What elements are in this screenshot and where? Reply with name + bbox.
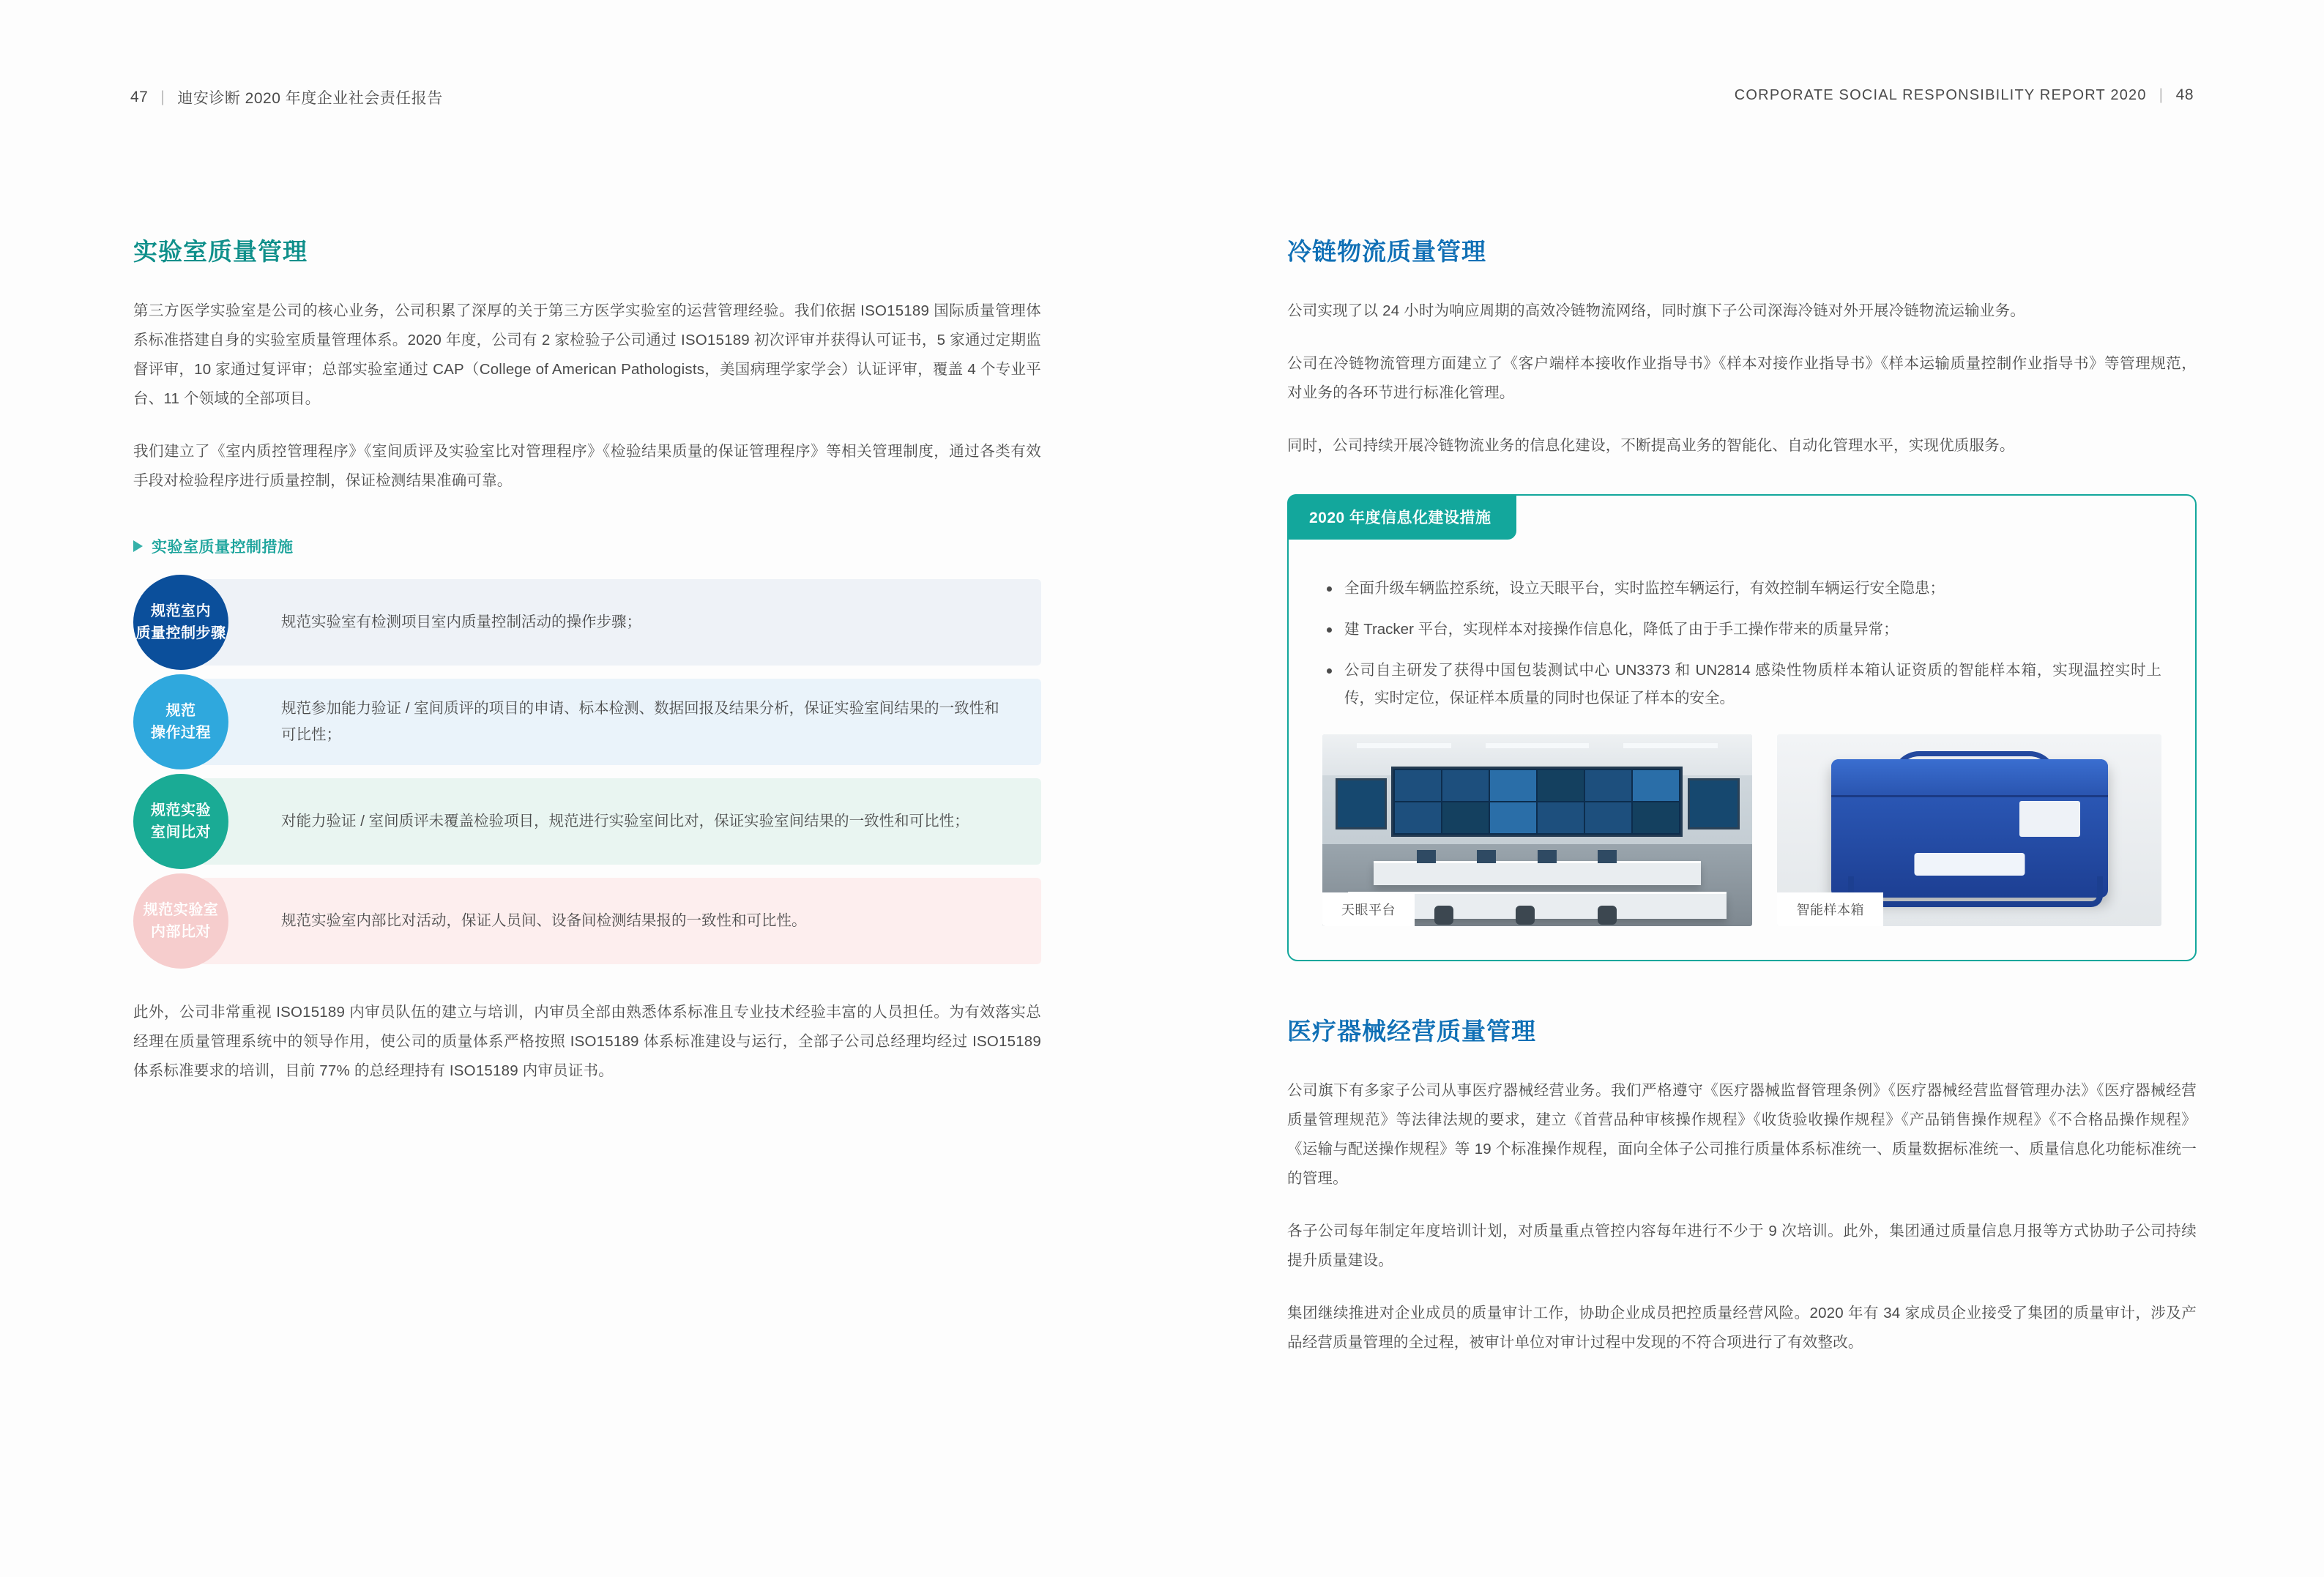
info-box-bullet: 全面升级车辆监控系统，设立天眼平台，实时监控车辆运行，有效控制车辆运行安全隐患； <box>1322 575 2161 603</box>
measure-badge-line2: 室间比对 <box>151 824 211 840</box>
measure-item <box>133 878 1041 964</box>
lab-measures-subhead-label: 实验室质量控制措施 <box>152 539 294 556</box>
measure-band <box>201 679 1041 765</box>
info-box-tab-label: 2020 年度信息化建设措施 <box>1287 494 1516 540</box>
info-box-bullet: 建 Tracker 平台，实现样本对接操作信息化，降低了由于手工操作带来的质量异常； <box>1322 616 2161 644</box>
measure-badge-line1: 规范 <box>165 703 196 719</box>
measure-text: 对能力验证 / 室间质评未覆盖检验项目，规范进行实验室间比对，保证实验室间结果的一致性和可比性； <box>281 813 969 829</box>
device-paragraph-3: 集团继续推进对企业成员的质量审计工作，协助企业成员把控质量经营风险。2020 年有 34 家成员企业接受了集团的质量审计，涉及产品经营质量管理的全过程，被审计单位对审计过程中发现的不符合项进行了有效整改。 <box>1287 1305 2197 1351</box>
measure-band <box>201 579 1041 666</box>
measure-badge <box>133 674 228 769</box>
right-column <box>1287 233 2197 1357</box>
cold-chain-paragraph-2: 公司在冷链物流管理方面建立了《客户端样本接收作业指导书》《样本对接作业指导书》《样本运输质量控制作业指导书》等管理规范，对业务的各环节进行标准化管理。 <box>1287 355 2197 401</box>
measure-band <box>201 878 1041 964</box>
smart-sample-box-photo-caption: 智能样本箱 <box>1777 892 1883 926</box>
header-left-title: 迪安诊断 2020 年度企业社会责任报告 <box>177 90 443 107</box>
measure-badge-line1: 规范实验 <box>151 802 211 819</box>
right-page-number: 48 <box>2175 86 2194 103</box>
measure-badge <box>133 575 228 670</box>
header-right <box>1735 86 2194 104</box>
measure-text: 规范参加能力验证 / 室间质评的项目的申请、标本检测、数据回报及结果分析，保证实验室间结果的一致性和可比性； <box>281 700 999 743</box>
lab-closing-paragraph: 此外，公司非常重视 ISO15189 内审员队伍的建立与培训，内审员全部由熟悉体系标准且专业技术经验丰富的人员担任。为有效落实总经理在质量管理系统中的领导作用，使公司的质量体系严格按照 ISO15189 体系标准建设与运行，全部子公司总经理均经过 ISO15189 体系标准要求的培训，目前 77% 的总经理持有 ISO15189 内审员证书。 <box>133 1004 1041 1079</box>
measure-item <box>133 778 1041 865</box>
measure-badge-line1: 规范实验室 <box>143 902 219 918</box>
measure-badge-line1: 规范室内 <box>151 603 211 619</box>
triangle-bullet-icon <box>133 540 143 552</box>
info-box-bullet-list <box>1322 575 2161 712</box>
measure-item <box>133 579 1041 666</box>
measure-item <box>133 679 1041 765</box>
measure-badge-line2: 质量控制步骤 <box>135 625 226 641</box>
measure-band <box>201 778 1041 865</box>
info-construction-box <box>1287 494 2197 961</box>
lab-paragraph-1: 第三方医学实验室是公司的核心业务，公司积累了深厚的关于第三方医学实验室的运营管理经验。我们依据 ISO15189 国际质量管理体系标准搭建自身的实验室质量管理体系。2020 年度，公司有 2 家检验子公司通过 ISO15189 初次评审并获得认可证书，5 家通过定期监督评审，10 家通过复评审；总部实验室通过 CAP（College of American Pathologists，美国病理学家学会）认证评审，覆盖 4 个专业平台、11 个领域的全部项目。 <box>133 302 1041 407</box>
device-paragraph-2: 各子公司每年制定年度培训计划，对质量重点管控内容每年进行不少于 9 次培训。此外，集团通过质量信息月报等方式协助子公司持续提升质量建设。 <box>1287 1223 2197 1269</box>
medical-device-title: 医疗器械经营质量管理 <box>1287 1018 1536 1045</box>
cold-chain-paragraph-3: 同时，公司持续开展冷链物流业务的信息化建设，不断提高业务的智能化、自动化管理水平，实现优质服务。 <box>1287 437 2015 454</box>
device-paragraph-1: 公司旗下有多家子公司从事医疗器械经营业务。我们严格遵守《医疗器械监督管理条例》《医疗器械经营监督管理办法》《医疗器械经营质量管理规范》等法律法规的要求，建立《首营品种审核操作规程》《收货验收操作规程》《产品销售操作规程》《不合格品操作规程》《运输与配送操作规程》等 19 个标准操作规程，面向全体子公司推行质量体系标准统一、质量数据标准统一、质量信息化功能标准统一的管理。 <box>1287 1082 2197 1187</box>
info-box-bullet: 公司自主研发了获得中国包装测试中心 UN3373 和 UN2814 感染性物质样本箱认证资质的智能样本箱，实现温控实时上传，实时定位，保证样本质量的同时也保证了样本的安全。 <box>1322 657 2161 712</box>
measure-text: 规范实验室内部比对活动，保证人员间、设备间检测结果报的一致性和可比性。 <box>281 912 807 929</box>
control-room-photo-caption: 天眼平台 <box>1322 892 1415 926</box>
header-separator-left: | <box>160 89 165 105</box>
lab-paragraph-2: 我们建立了《室内质控管理程序》《室间质评及实验室比对管理程序》《检验结果质量的保证管理程序》等相关管理制度，通过各类有效手段对检验程序进行质量控制，保证检测结果准确可靠。 <box>133 443 1041 489</box>
lab-measures-list <box>133 579 1041 964</box>
measure-text: 规范实验室有检测项目室内质量控制活动的操作步骤； <box>281 614 641 630</box>
lab-measures-subhead <box>133 535 1041 557</box>
smart-sample-box-photo <box>1777 734 2161 926</box>
header-left <box>130 86 443 108</box>
header-right-title: CORPORATE SOCIAL RESPONSIBILITY REPORT 2020 <box>1734 86 2147 103</box>
info-box-photos <box>1322 734 2161 926</box>
measure-badge <box>133 774 228 869</box>
cold-chain-paragraph-1: 公司实现了以 24 小时为响应周期的高效冷链物流网络，同时旗下子公司深海冷链对外开展冷链物流运输业务。 <box>1287 302 2025 319</box>
info-box-content <box>1289 496 2195 926</box>
measure-badge <box>133 873 228 969</box>
cold-chain-title: 冷链物流质量管理 <box>1287 238 1486 265</box>
left-page-number: 47 <box>130 89 149 105</box>
control-room-photo <box>1322 734 1752 926</box>
header-separator-right: | <box>2159 86 2164 103</box>
lab-quality-title: 实验室质量管理 <box>133 238 308 265</box>
measure-badge-line2: 操作过程 <box>151 725 211 741</box>
measure-badge-line2: 内部比对 <box>151 924 211 940</box>
left-column <box>133 233 1041 1086</box>
page-header <box>0 86 2324 116</box>
